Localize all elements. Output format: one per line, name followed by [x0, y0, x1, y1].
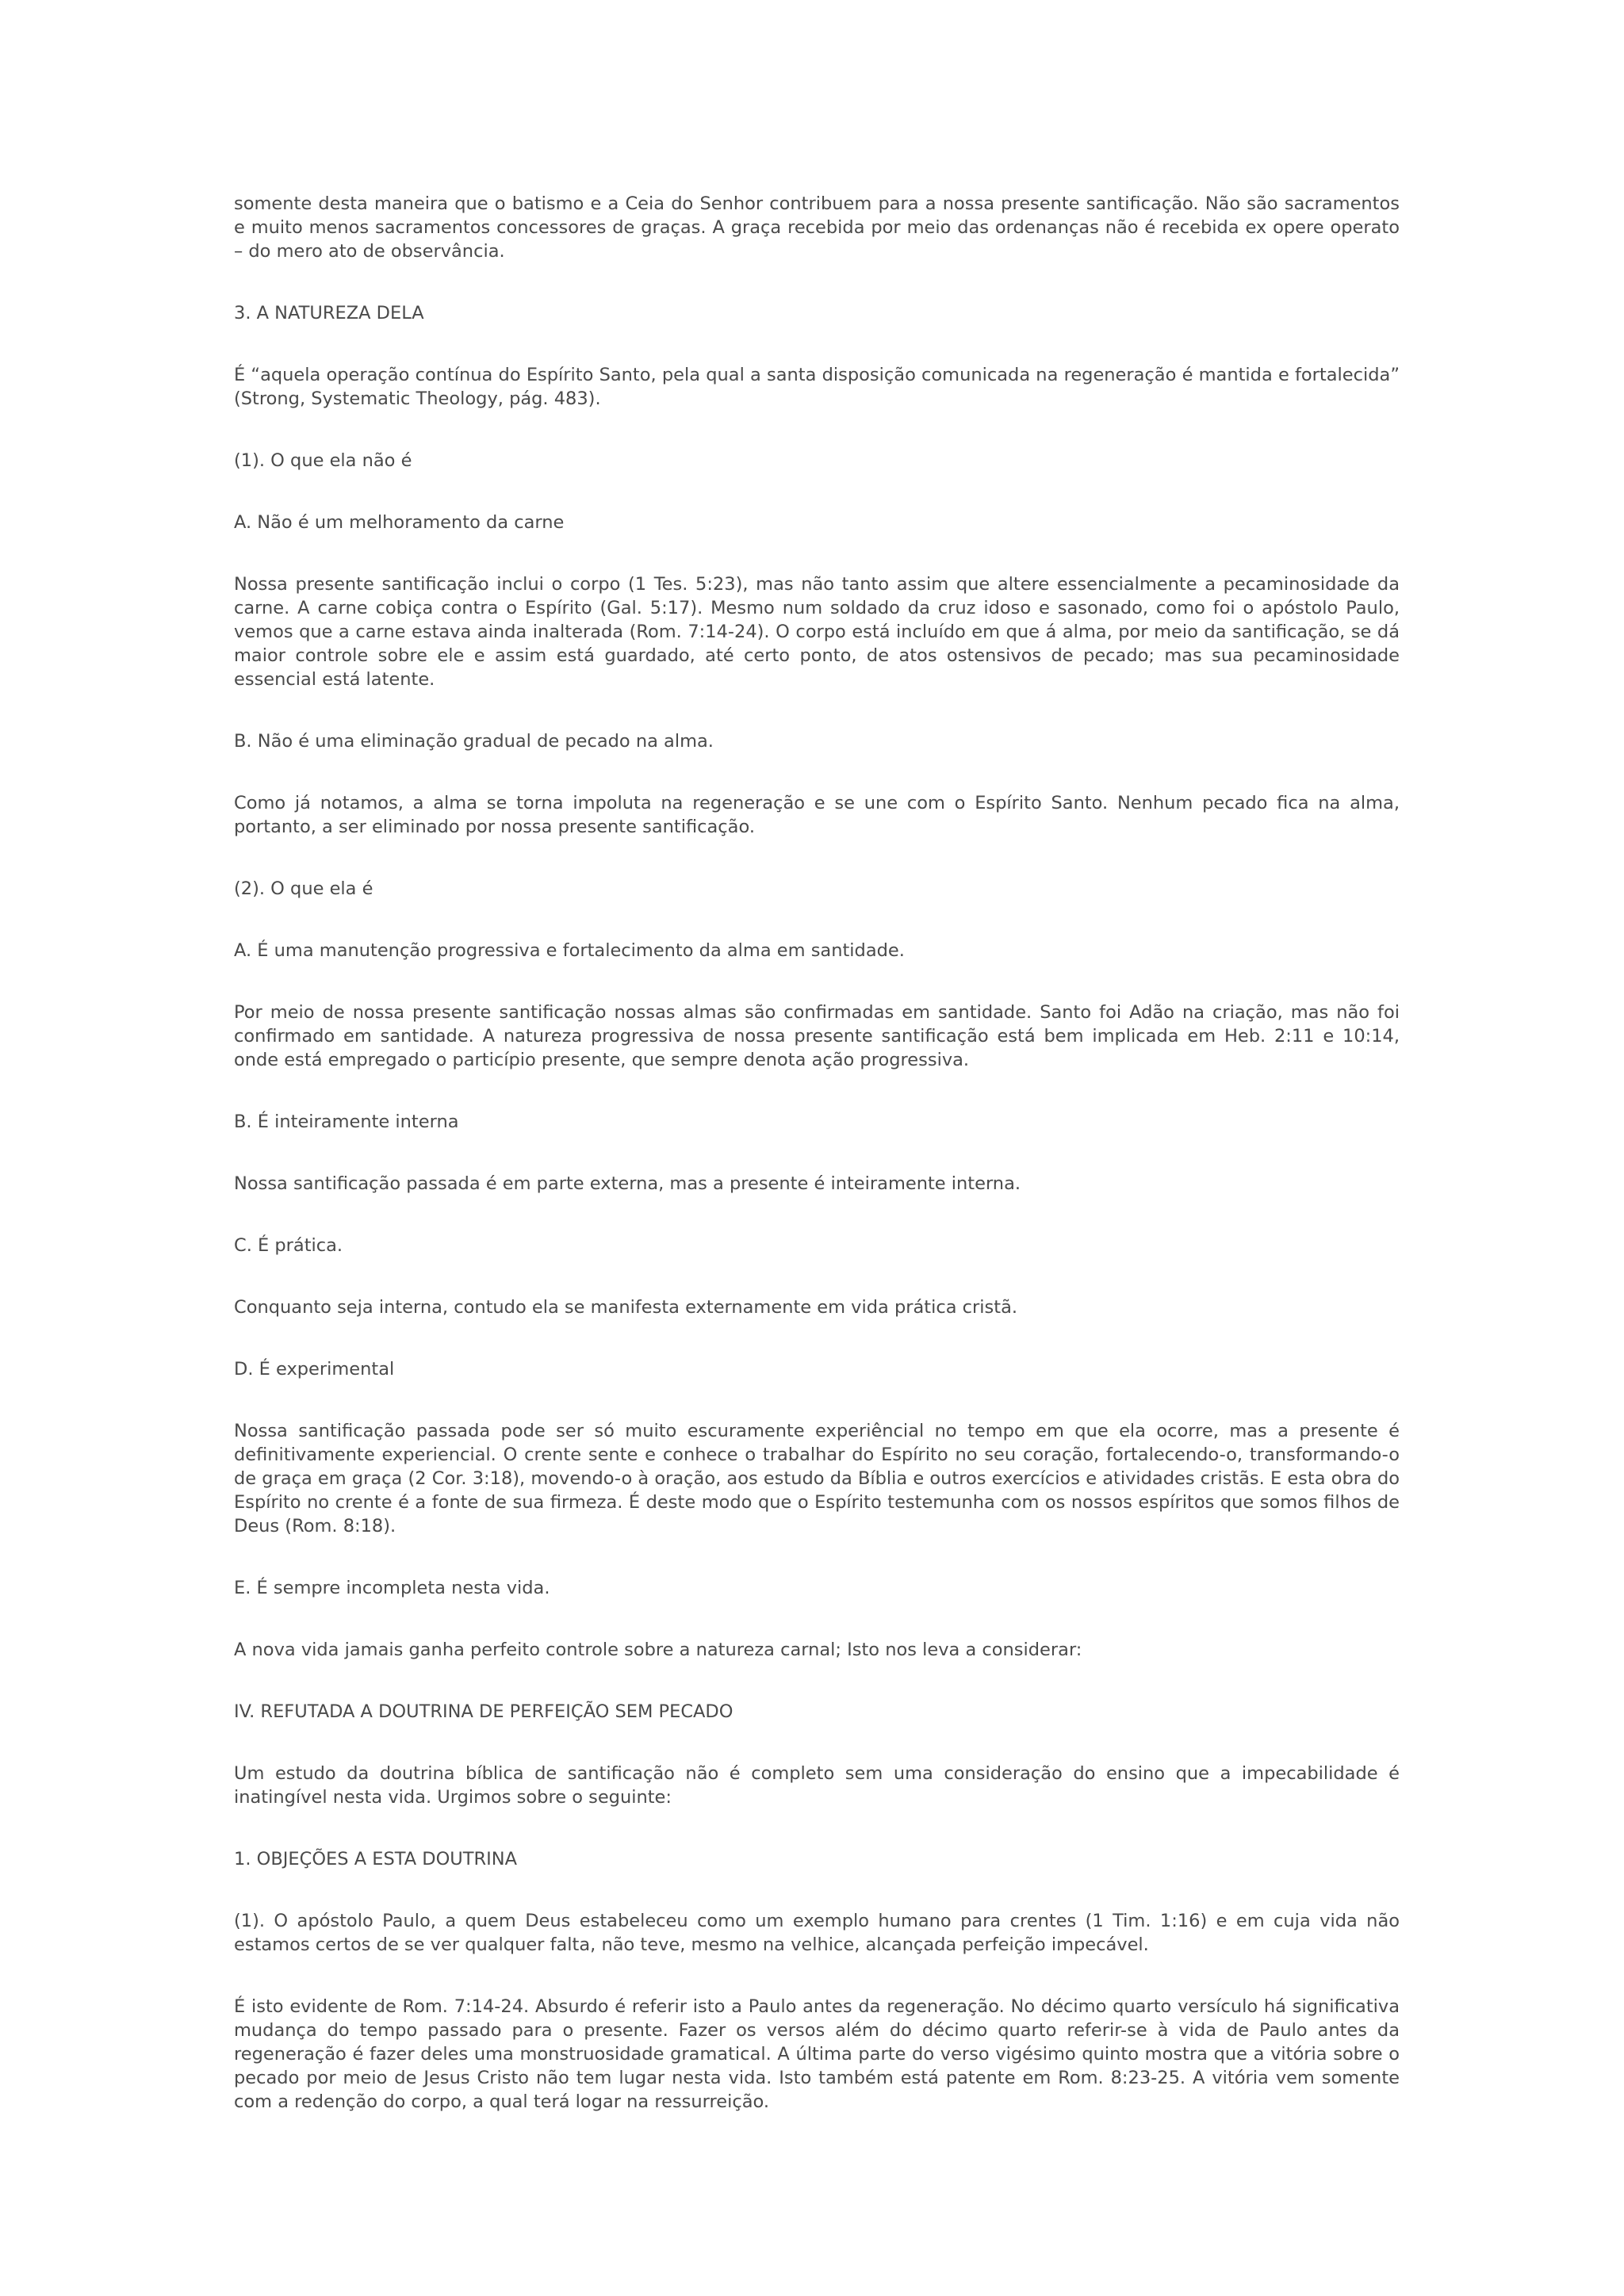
- heading-experimental: D. É experimental: [234, 1359, 395, 1380]
- heading-nao-eliminacao: B. Não é uma eliminação gradual de pecado na alma.: [234, 731, 714, 752]
- paragraph-definition: É “aquela operação contínua do Espírito Santo, pela qual a santa disposição comunicada na regeneração é mantida e fortalecida” (Strong, Systematic Theology, pág. 483).: [234, 365, 1400, 409]
- heading-inteiramente-interna: B. É inteiramente interna: [234, 1112, 459, 1132]
- paragraph-interna: Nossa santificação passada é em parte externa, mas a presente é inteiramente interna.: [234, 1173, 1021, 1194]
- paragraph-alma-impoluta: Como já notamos, a alma se torna impoluta na regeneração e se une com o Espírito Santo. Nenhum pecado fica na alma, portanto, a ser eliminado por nossa presente santificação.: [234, 793, 1400, 837]
- heading-incompleta: E. É sempre incompleta nesta vida.: [234, 1578, 550, 1598]
- document-body: [234, 192, 1400, 2152]
- heading-o-que-ela-nao-e: (1). O que ela não é: [234, 450, 412, 471]
- paragraph-corpo: Nossa presente santificação inclui o corpo (1 Tes. 5:23), mas não tanto assim que altere essencialmente a pecaminosidade da carne. A carne cobiça contra o Espírito (Gal. 5:17). Mesmo num soldado da cruz idoso e sasonado, como foi o apóstolo Paulo, vemos que a carne estava ainda inalterada (Rom. 7:14-24). O corpo está incluído em que á alma, por meio da santificação, se dá maior controle sobre ele e assim está guardado, até certo ponto, de atos ostensivos de pecado; mas sua pecaminosidade essencial está latente.: [234, 574, 1400, 690]
- heading-objecoes: 1. OBJEÇÕES A ESTA DOUTRINA: [234, 1849, 518, 1869]
- paragraph-experimental: Nossa santificação passada pode ser só muito escuramente experiêncial no tempo em que ela ocorre, mas a presente é definitivamente experiencial. O crente sente e conhece o trabalhar do Espírito no seu coração, fortalecendo-o, transformando-o de graça em graça (2 Cor. 3:18), movendo-o à oração, aos estudo da Bíblia e outros exercícios e atividades cristãs. E esta obra do Espírito no crente é a fonte de sua firmeza. É deste modo que o Espírito testemunha com os nossos espíritos que somos filhos de Deus (Rom. 8:18).: [234, 1421, 1400, 1536]
- heading-o-que-ela-e: (2). O que ela é: [234, 878, 373, 899]
- heading-natureza-dela: 3. A NATUREZA DELA: [234, 303, 424, 323]
- paragraph-romanos: É isto evidente de Rom. 7:14-24. Absurdo é referir isto a Paulo antes da regeneração. No décimo quarto versículo há significativa mudança do tempo passado para o presente. Fazer os versos além do décimo quarto referir-se à vida de Paulo antes da regeneração é fazer deles uma monstruosidade gramatical. A última parte do verso vigésimo quinto mostra que a vitória sobre o pecado por meio de Jesus Cristo não tem lugar nesta vida. Isto também está patente em Rom. 8:23-25. A vitória vem somente com a redenção do corpo, a qual terá logar na ressurreição.: [234, 1996, 1400, 2112]
- paragraph-confirmadas: Por meio de nossa presente santificação nossas almas são confirmadas em santidade. Santo foi Adão na criação, mas não foi confirmado em santidade. A natureza progressiva de nossa presente santificação está bem implicada em Heb. 2:11 e 10:14, onde está empregado o particípio presente, que sempre denota ação progressiva.: [234, 1002, 1400, 1070]
- heading-nao-melhoramento: A. Não é um melhoramento da carne: [234, 512, 565, 533]
- paragraph-nova-vida: A nova vida jamais ganha perfeito controle sobre a natureza carnal; Isto nos leva a considerar:: [234, 1640, 1082, 1660]
- heading-refutada: IV. REFUTADA A DOUTRINA DE PERFEIÇÃO SEM PECADO: [234, 1701, 733, 1722]
- paragraph-pratica: Conquanto seja interna, contudo ela se manifesta externamente em vida prática cristã.: [234, 1297, 1018, 1318]
- paragraph-apostolo-paulo: (1). O apóstolo Paulo, a quem Deus estabeleceu como um exemplo humano para crentes (1 Tim. 1:16) e em cuja vida não estamos certos de se ver qualquer falta, não teve, mesmo na velhice, alcançada perfeição impecável.: [234, 1911, 1400, 1955]
- paragraph-estudo-doutrina: Um estudo da doutrina bíblica de santificação não é completo sem uma consideração do ensino que a impecabilidade é inatingível nesta vida. Urgimos sobre o seguinte:: [234, 1763, 1400, 1808]
- paragraph-sacraments: somente desta maneira que o batismo e a Ceia do Senhor contribuem para a nossa presente santificação. Não são sacramentos e muito menos sacramentos concessores de graças. A graça recebida por meio das ordenanças não é recebida ex opere operato – do mero ato de observância.: [234, 193, 1400, 262]
- heading-pratica: C. É prática.: [234, 1235, 343, 1256]
- heading-manutencao-progressiva: A. É uma manutenção progressiva e fortalecimento da alma em santidade.: [234, 940, 905, 961]
